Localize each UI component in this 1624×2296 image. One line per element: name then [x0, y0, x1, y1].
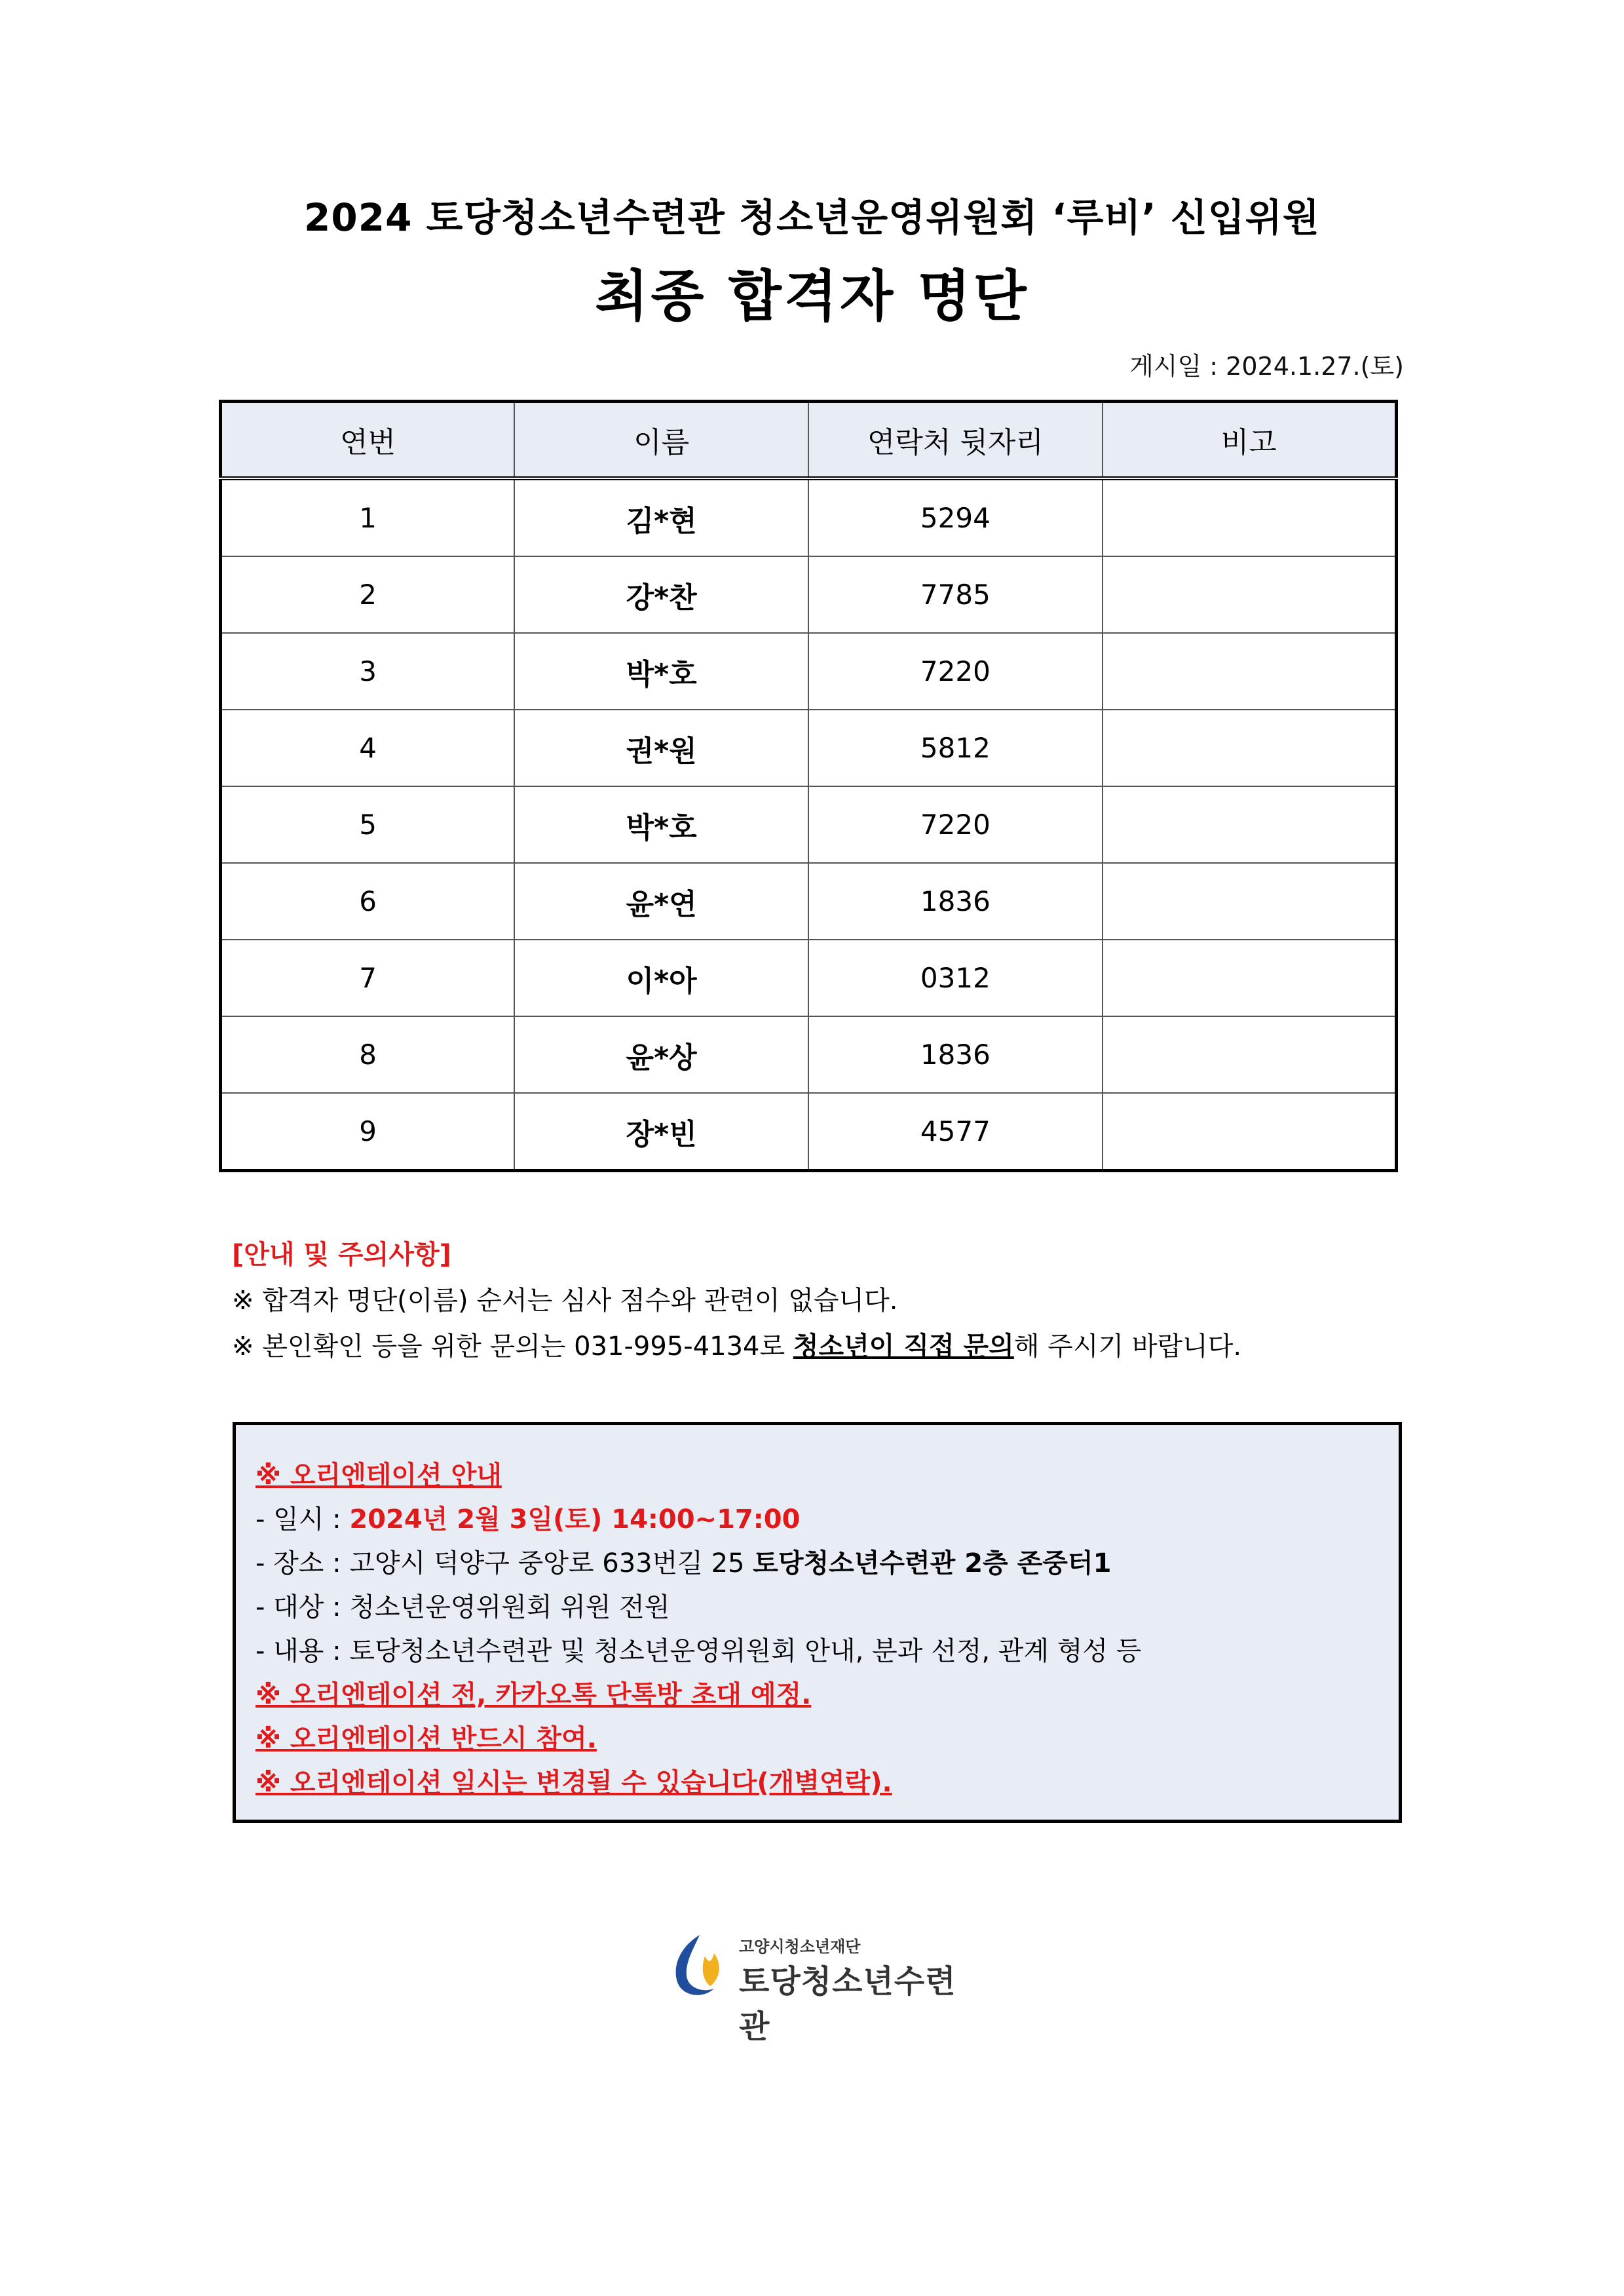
- row-number: 3: [221, 633, 515, 710]
- row-number: 6: [221, 863, 515, 940]
- row-number: 5: [221, 786, 515, 863]
- row-name: 윤*상: [514, 1016, 808, 1093]
- table-row: [221, 863, 1397, 940]
- row-number: 4: [221, 710, 515, 786]
- orientation-place-emphasis: 토당청소년수련관 2층 존중터1: [753, 1548, 1112, 1578]
- table-header-row: [221, 402, 1397, 479]
- column-header-note: 비고: [1103, 402, 1397, 479]
- row-name: 박*호: [514, 633, 808, 710]
- orientation-date-label: - 일시 :: [255, 1504, 350, 1535]
- table-row: [221, 1093, 1397, 1171]
- results-table: [219, 400, 1398, 1172]
- notice-contact-text: ※ 본인확인 등을 위한 문의는 031-995-4134로: [232, 1331, 793, 1362]
- row-number: 7: [221, 940, 515, 1016]
- row-phone: 7220: [808, 633, 1103, 710]
- orientation-place-label: - 장소 : 고양시 덕양구 중앙로 633번길 25: [255, 1548, 753, 1578]
- row-note: [1103, 710, 1397, 786]
- table-row: [221, 710, 1397, 786]
- page-title-line2: 최종 합격자 명단: [595, 264, 1029, 328]
- orientation-warning-kakao: ※ 오리엔테이션 전, 카카오톡 단톡방 초대 예정.: [255, 1680, 812, 1710]
- row-name: 권*원: [514, 710, 808, 786]
- row-note: [1103, 478, 1397, 556]
- logo-center-name: 토당청소년수련관: [739, 1963, 956, 2045]
- table-row: [221, 633, 1397, 710]
- table-row: [221, 1016, 1397, 1093]
- row-name: 김*현: [514, 478, 808, 556]
- row-number: 9: [221, 1093, 515, 1171]
- posted-date: 게시일 : 2024.1.27.(토): [1129, 352, 1404, 381]
- row-note: [1103, 863, 1397, 940]
- column-header-name: 이름: [514, 402, 808, 479]
- row-phone: 0312: [808, 940, 1103, 1016]
- orientation-warning-attend: ※ 오리엔테이션 반드시 참여.: [255, 1724, 597, 1754]
- row-note: [1103, 1016, 1397, 1093]
- table-row: [221, 478, 1397, 556]
- orientation-heading: ※ 오리엔테이션 안내: [255, 1461, 502, 1491]
- column-header-no: 연번: [221, 402, 515, 479]
- notice-contact-suffix: 해 주시기 바랍니다.: [1013, 1331, 1242, 1362]
- orientation-box: [233, 1422, 1402, 1823]
- row-phone: 5294: [808, 478, 1103, 556]
- table-row: [221, 556, 1397, 633]
- row-phone: 4577: [808, 1093, 1103, 1171]
- orientation-warning-change: ※ 오리엔테이션 일시는 변경될 수 있습니다(개별연락).: [255, 1768, 892, 1798]
- notice-heading: [안내 및 주의사항]: [232, 1240, 451, 1270]
- orientation-date-value: 2024년 2월 3일(토) 14:00~17:00: [349, 1504, 801, 1535]
- row-note: [1103, 633, 1397, 710]
- row-name: 이*아: [514, 940, 808, 1016]
- organization-logo: [668, 1930, 970, 2045]
- row-phone: 1836: [808, 1016, 1103, 1093]
- logo-foundation-name: 고양시청소년재단: [739, 1938, 861, 1956]
- row-note: [1103, 556, 1397, 633]
- row-number: 2: [221, 556, 515, 633]
- column-header-phone: 연락처 뒷자리: [808, 402, 1103, 479]
- row-name: 박*호: [514, 786, 808, 863]
- flame-leaf-logo-icon: [668, 1930, 734, 2002]
- row-name: 강*찬: [514, 556, 808, 633]
- notice-line-order: ※ 합격자 명단(이름) 순서는 심사 점수와 관련이 없습니다.: [232, 1286, 898, 1316]
- row-name: 장*빈: [514, 1093, 808, 1171]
- row-note: [1103, 786, 1397, 863]
- row-phone: 7785: [808, 556, 1103, 633]
- notice-contact-emphasis: 청소년이 직접 문의: [793, 1331, 1014, 1362]
- table-row: [221, 786, 1397, 863]
- orientation-target: - 대상 : 청소년운영위원회 위원 전원: [255, 1592, 670, 1622]
- row-phone: 5812: [808, 710, 1103, 786]
- row-number: 8: [221, 1016, 515, 1093]
- table-row: [221, 940, 1397, 1016]
- notice-line-contact: [232, 1324, 1241, 1369]
- orientation-content: - 내용 : 토당청소년수련관 및 청소년운영위원회 안내, 분과 선정, 관계 형성 등: [255, 1636, 1142, 1666]
- row-phone: 1836: [808, 863, 1103, 940]
- page-title-line1: 2024 토당청소년수련관 청소년운영위원회 ‘루비’ 신입위원: [304, 195, 1320, 240]
- row-note: [1103, 1093, 1397, 1171]
- notice-section: [232, 1232, 1241, 1369]
- row-number: 1: [221, 478, 515, 556]
- orientation-date: [255, 1498, 1379, 1542]
- row-note: [1103, 940, 1397, 1016]
- orientation-place: [255, 1542, 1379, 1586]
- row-name: 윤*연: [514, 863, 808, 940]
- row-phone: 7220: [808, 786, 1103, 863]
